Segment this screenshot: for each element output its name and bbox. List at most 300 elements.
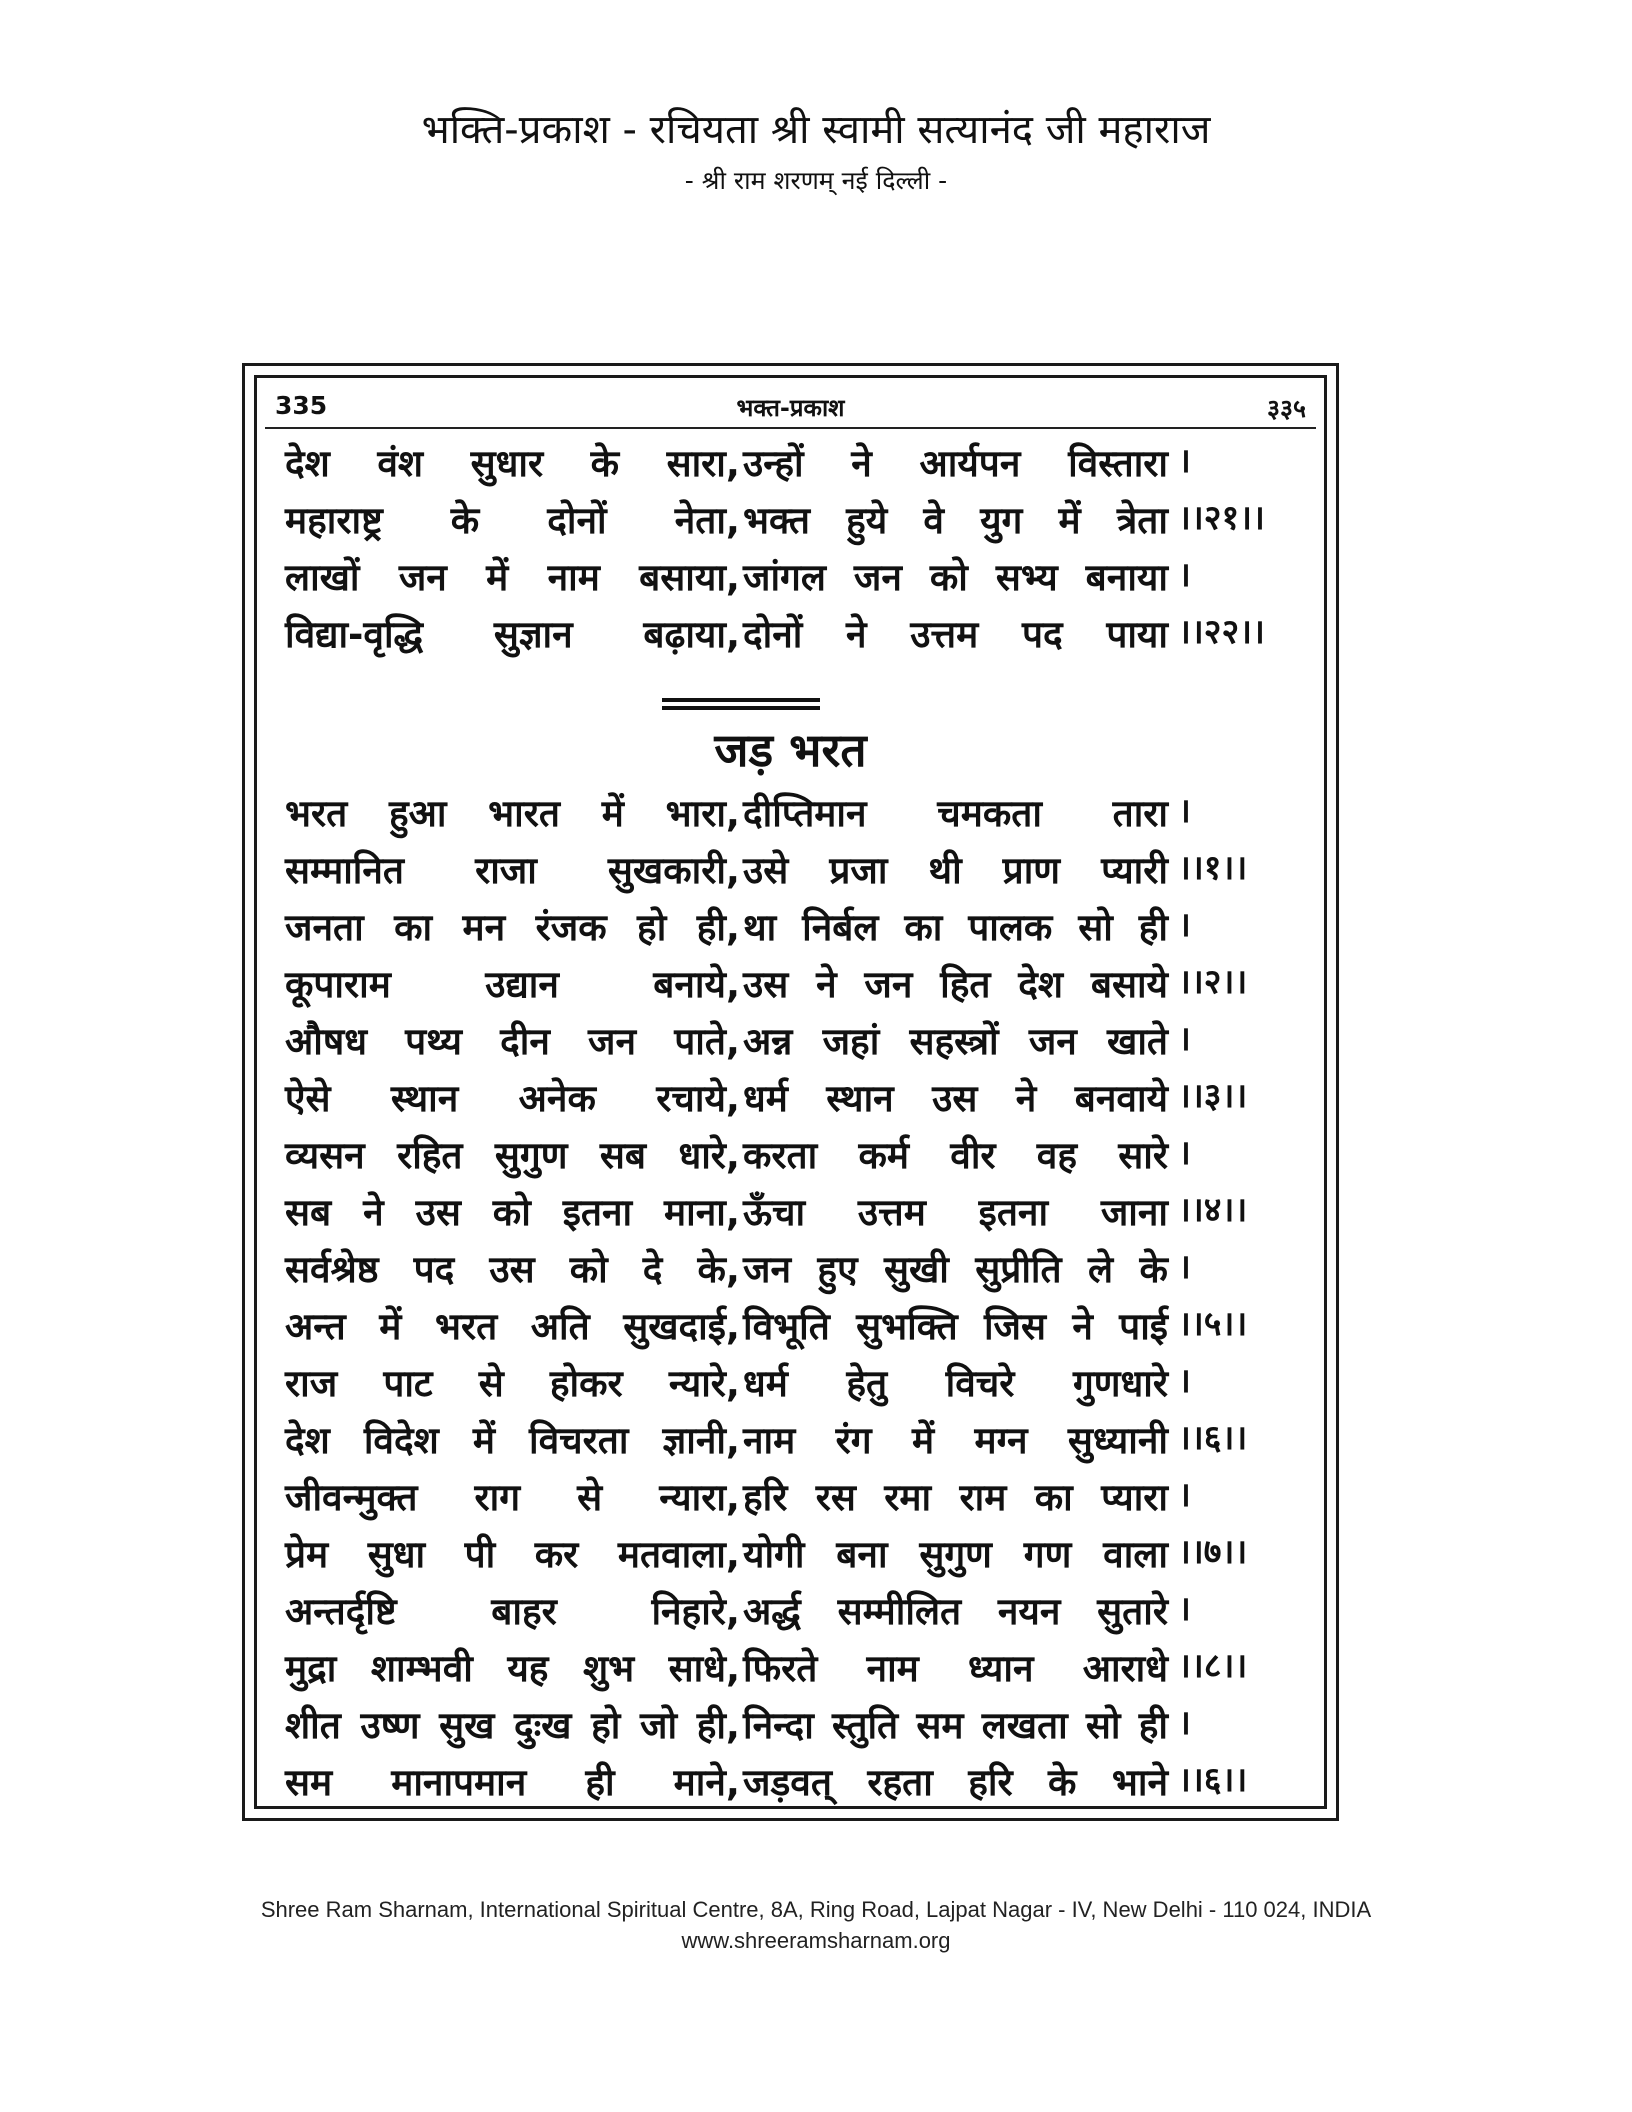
verse-word: गुणधारे xyxy=(1072,1362,1168,1405)
verse-word: का xyxy=(1034,1476,1073,1519)
verse-first-half xyxy=(285,1128,740,1179)
verse-word: सुख xyxy=(439,1704,495,1747)
verse-word: में xyxy=(1058,499,1081,542)
verse-word: सो xyxy=(1078,906,1113,949)
section-divider xyxy=(662,698,820,702)
verse-first-half xyxy=(285,550,740,601)
verse-word: शुभ xyxy=(582,1647,635,1690)
verse-word: ध्यान xyxy=(968,1647,1034,1690)
verse-word: कर्म xyxy=(858,1134,910,1177)
verse-first-half xyxy=(285,843,740,894)
verse-word: दोनों xyxy=(743,613,803,656)
verse-word: अनेक xyxy=(518,1077,596,1120)
verse-word: वंश xyxy=(377,442,424,485)
verse-line xyxy=(245,900,1336,956)
running-title: भक्त-प्रकाश xyxy=(736,394,845,422)
verse-line xyxy=(245,1470,1336,1526)
verse-second-half xyxy=(743,1185,1168,1236)
verse-word: तारा xyxy=(1112,792,1168,835)
verse-number: ।।५।। xyxy=(1178,1304,1248,1344)
verse-word: जिस xyxy=(983,1305,1047,1348)
verse-word: उत्तम xyxy=(857,1191,926,1234)
verse-word: पाट xyxy=(383,1362,433,1405)
verse-first-half xyxy=(285,1698,740,1749)
verse-word: रमा xyxy=(884,1476,932,1519)
verse-word: औषध xyxy=(285,1020,367,1063)
verse-word: पाया xyxy=(1106,613,1168,656)
verse-word: जाना xyxy=(1100,1191,1168,1234)
verse-number: ।।३।। xyxy=(1178,1076,1248,1116)
verse-word: ही xyxy=(1138,1704,1168,1747)
verse-word: माने, xyxy=(673,1761,740,1804)
verse-number: । xyxy=(1178,905,1191,945)
verse-word: रंग xyxy=(835,1419,872,1462)
document-title: भक्ति-प्रकाश - रचियता श्री स्वामी सत्यानंद जी महाराज xyxy=(421,107,1211,153)
verse-first-half xyxy=(285,1299,740,1350)
verse-first-half xyxy=(285,1185,740,1236)
verse-second-half xyxy=(743,493,1168,544)
verse-line xyxy=(245,1299,1336,1355)
verse-word: नाम xyxy=(743,1419,796,1462)
verse-line xyxy=(245,1413,1336,1469)
verse-word: सम xyxy=(916,1704,964,1747)
verse-word: ही, xyxy=(696,1704,740,1747)
verse-first-half xyxy=(285,493,740,544)
verse-word: त्रेता xyxy=(1116,499,1168,542)
verse-word: को xyxy=(492,1191,531,1234)
verse-number: । xyxy=(1178,555,1191,595)
verse-word: अन्तर्दृष्टि xyxy=(285,1590,397,1633)
verse-word: भारत xyxy=(488,792,560,835)
verse-word: लखता xyxy=(981,1704,1068,1747)
verse-word: देश xyxy=(1018,963,1064,1006)
verse-word: भरत xyxy=(434,1305,498,1348)
verse-word: होकर xyxy=(549,1362,623,1405)
verse-word: इतना xyxy=(562,1191,633,1234)
verse-word: उष्ण xyxy=(360,1704,420,1747)
verse-word: सुधा xyxy=(367,1533,426,1576)
verse-word: ने xyxy=(851,442,872,485)
verse-line xyxy=(245,1185,1336,1241)
verse-first-half xyxy=(285,607,740,658)
verse-word: ने xyxy=(846,613,867,656)
verse-word: लाखों xyxy=(285,556,360,599)
verse-first-half xyxy=(285,786,740,837)
verse-word: धर्म xyxy=(743,1077,788,1120)
verse-word: उद्यान xyxy=(485,963,559,1006)
verse-line xyxy=(245,843,1336,899)
verse-second-half xyxy=(743,1242,1168,1293)
verse-word: शीत xyxy=(285,1704,341,1747)
verse-word: जहां xyxy=(822,1020,880,1063)
verse-word: जन xyxy=(743,1248,791,1291)
verse-word: ज्ञानी, xyxy=(662,1419,740,1462)
verse-line xyxy=(245,436,1336,492)
verse-word: जांगल xyxy=(743,556,826,599)
verse-word: के xyxy=(590,442,620,485)
verse-word: के xyxy=(1139,1248,1168,1291)
verse-line xyxy=(245,1014,1336,1070)
verse-word: मतवाला, xyxy=(617,1533,740,1576)
verse-word: प्यारी xyxy=(1101,849,1168,892)
verse-first-half xyxy=(285,1413,740,1464)
verse-word: सम्मानित xyxy=(285,849,404,892)
verse-word: बना xyxy=(836,1533,888,1576)
verse-word: ही, xyxy=(696,906,740,949)
verse-line xyxy=(245,1356,1336,1412)
page-number-latin: 335 xyxy=(275,391,328,420)
verse-word: ही xyxy=(1138,906,1168,949)
verse-word: दीप्तिमान xyxy=(743,792,867,835)
verse-word: वीर xyxy=(950,1134,996,1177)
verse-word: विचरता xyxy=(529,1419,629,1462)
verse-number: । xyxy=(1178,441,1191,481)
verse-word: ने xyxy=(1015,1077,1037,1120)
verse-second-half xyxy=(743,1128,1168,1179)
verse-word: आर्यपन xyxy=(919,442,1021,485)
verse-line xyxy=(245,1584,1336,1640)
verse-word: हुये xyxy=(846,499,888,542)
verse-word: विचरे xyxy=(945,1362,1015,1405)
verse-number: । xyxy=(1178,1703,1191,1743)
verse-word: धारे, xyxy=(678,1134,740,1177)
verse-word: के xyxy=(450,499,480,542)
verse-word: हो xyxy=(637,906,667,949)
verse-word: विद्या-वृद्धि xyxy=(285,613,424,656)
verse-word: सम्मीलित xyxy=(837,1590,962,1633)
verse-word: भरत xyxy=(285,792,348,835)
verse-word: कूपाराम xyxy=(285,963,391,1006)
verse-word: वे xyxy=(923,499,944,542)
verse-word: नेता, xyxy=(674,499,740,542)
verse-first-half xyxy=(285,1014,740,1065)
verse-word: सारा, xyxy=(666,442,740,485)
verse-word: से xyxy=(478,1362,504,1405)
verse-number: ।।६।। xyxy=(1178,1760,1248,1800)
verse-number: । xyxy=(1178,1589,1191,1629)
verse-word: जन xyxy=(398,556,447,599)
verse-word: उस xyxy=(743,963,789,1006)
verse-word: उस xyxy=(932,1077,978,1120)
verse-word: हरि xyxy=(968,1761,1013,1804)
verse-first-half xyxy=(285,900,740,951)
verse-word: सुज्ञान xyxy=(493,613,573,656)
verse-word: विदेश xyxy=(363,1419,439,1462)
verse-second-half xyxy=(743,1413,1168,1464)
verse-word: का xyxy=(904,906,943,949)
verse-word: धर्म xyxy=(743,1362,788,1405)
footer-website: www.shreeramsharnam.org xyxy=(681,1928,951,1953)
verse-word: हित xyxy=(940,963,991,1006)
verse-line xyxy=(245,786,1336,842)
verse-word: पाई xyxy=(1119,1305,1168,1348)
verse-word: पी xyxy=(464,1533,496,1576)
verse-word: सब xyxy=(599,1134,647,1177)
verse-number: ।।२१।। xyxy=(1178,498,1265,538)
verse-word: सहस्त्रों xyxy=(909,1020,999,1063)
verse-word: विभूति xyxy=(743,1305,830,1348)
verse-word: जो xyxy=(639,1704,678,1747)
verse-second-half xyxy=(743,1755,1168,1806)
verse-word: जन xyxy=(1028,1020,1077,1063)
verse-word: था xyxy=(743,906,777,949)
verse-second-half xyxy=(743,550,1168,601)
verse-word: सुखकारी, xyxy=(607,849,740,892)
verse-word: न्यारा, xyxy=(659,1476,740,1519)
verse-line xyxy=(245,1527,1336,1583)
verse-word: बसाये xyxy=(1090,963,1168,1006)
verse-word: रस xyxy=(815,1476,856,1519)
verse-word: सुतारे xyxy=(1097,1590,1168,1633)
page-number-devanagari: ३३५ xyxy=(1266,394,1306,423)
verse-word: मग्न xyxy=(974,1419,1028,1462)
verse-word: निर्बल xyxy=(802,906,879,949)
verse-word: का xyxy=(394,906,433,949)
verse-number: ।।२२।। xyxy=(1178,612,1265,652)
verse-word: भक्त xyxy=(743,499,810,542)
verse-word: रंजक xyxy=(535,906,607,949)
verse-second-half xyxy=(743,1698,1168,1749)
verse-word: सम xyxy=(285,1761,333,1804)
verse-word: रचाये, xyxy=(656,1077,740,1120)
verse-word: सुधार xyxy=(470,442,544,485)
verse-number: । xyxy=(1178,1475,1191,1515)
verse-word: यह xyxy=(507,1647,549,1690)
verse-word: जनता xyxy=(285,906,364,949)
verse-word: जन xyxy=(864,963,913,1006)
verse-number: । xyxy=(1178,1247,1191,1287)
verse-word: जीवन्मुक्त xyxy=(285,1476,418,1519)
verse-word: ने xyxy=(1072,1305,1093,1348)
verse-word: हरि xyxy=(743,1476,788,1519)
verse-word: जन xyxy=(853,556,902,599)
verse-word: भारा, xyxy=(665,792,740,835)
verse-word: राजा xyxy=(475,849,537,892)
verse-word: व्यसन xyxy=(285,1134,365,1177)
verse-first-half xyxy=(285,1242,740,1293)
verse-word: देश xyxy=(285,1419,330,1462)
verse-second-half xyxy=(743,957,1168,1008)
verse-word: राम xyxy=(959,1476,1007,1519)
verse-word: अन्न xyxy=(743,1020,793,1063)
verse-word: सारे xyxy=(1118,1134,1168,1177)
verse-word: शाम्भवी xyxy=(370,1647,473,1690)
verse-word: उस xyxy=(489,1248,535,1291)
verse-word: निन्दा xyxy=(743,1704,814,1747)
verse-word: जड़वत् xyxy=(743,1761,832,1804)
verse-word: मन xyxy=(462,906,506,949)
verse-line xyxy=(245,1755,1336,1811)
verse-word: राग xyxy=(474,1476,521,1519)
verse-first-half xyxy=(285,1641,740,1692)
verse-word: ऐसे xyxy=(285,1077,331,1120)
verse-second-half xyxy=(743,1470,1168,1521)
verse-word: सभ्य xyxy=(995,556,1058,599)
verse-word: बढ़ाया, xyxy=(643,613,740,656)
verse-word: ही xyxy=(585,1761,615,1804)
verse-first-half xyxy=(285,436,740,487)
verse-word: आराधे xyxy=(1082,1647,1168,1690)
verse-word: बनाया xyxy=(1085,556,1168,599)
verse-first-half xyxy=(285,1470,740,1521)
verse-second-half xyxy=(743,1527,1168,1578)
section-heading: जड़ भरत xyxy=(714,723,867,777)
verse-second-half xyxy=(743,1356,1168,1407)
verse-word: युग xyxy=(980,499,1023,542)
verse-word: उसे xyxy=(743,849,789,892)
verse-line xyxy=(245,607,1336,663)
verse-second-half xyxy=(743,1071,1168,1122)
verse-second-half xyxy=(743,1641,1168,1692)
verse-word: दोनों xyxy=(547,499,607,542)
verse-word: सुभक्ति xyxy=(856,1305,958,1348)
verse-word: प्यारा xyxy=(1101,1476,1168,1519)
verse-second-half xyxy=(743,1584,1168,1635)
verse-first-half xyxy=(285,1071,740,1122)
verse-word: सब xyxy=(285,1191,332,1234)
verse-word: भाने xyxy=(1111,1761,1168,1804)
verse-first-half xyxy=(285,1584,740,1635)
verse-word: सुगुण xyxy=(494,1134,568,1177)
verse-word: माना, xyxy=(664,1191,740,1234)
verse-word: विस्तारा xyxy=(1068,442,1168,485)
verse-word: उन्हों xyxy=(743,442,804,485)
verse-word: सुखी xyxy=(883,1248,949,1291)
verse-word: निहारे, xyxy=(651,1590,740,1633)
verse-word: पथ्य xyxy=(405,1020,462,1063)
verse-word: को xyxy=(929,556,968,599)
verse-line xyxy=(245,1698,1336,1754)
verse-number: ।।१।। xyxy=(1178,848,1248,888)
verse-line xyxy=(245,493,1336,549)
verse-word: दे xyxy=(642,1248,663,1291)
verse-word: बाहर xyxy=(491,1590,557,1633)
verse-number: ।।६।। xyxy=(1178,1418,1248,1458)
verse-word: ले xyxy=(1088,1248,1114,1291)
verse-first-half xyxy=(285,1356,740,1407)
verse-first-half xyxy=(285,957,740,1008)
verse-second-half xyxy=(743,786,1168,837)
verse-word: स्तुति xyxy=(831,1704,899,1747)
verse-word: सुध्यानी xyxy=(1067,1419,1168,1462)
verse-word: थी xyxy=(928,849,962,892)
verse-number: । xyxy=(1178,1361,1191,1401)
verse-word: में xyxy=(601,792,624,835)
verse-second-half xyxy=(743,843,1168,894)
verse-word: नयन xyxy=(997,1590,1061,1633)
verse-word: देश xyxy=(285,442,330,485)
verse-word: गण xyxy=(1023,1533,1072,1576)
verse-word: रहता xyxy=(867,1761,933,1804)
verse-word: अन्त xyxy=(285,1305,346,1348)
verse-word: सो xyxy=(1085,1704,1121,1747)
verse-line xyxy=(245,1242,1336,1298)
verse-word: साधे, xyxy=(668,1647,740,1690)
verse-word: महाराष्ट्र xyxy=(285,499,383,542)
verse-word: फिरते xyxy=(743,1647,818,1690)
verse-word: प्रेम xyxy=(285,1533,329,1576)
verse-word: सर्वश्रेष्ठ xyxy=(285,1248,379,1291)
verse-word: अर्द्ध xyxy=(743,1590,801,1633)
verse-word: पद xyxy=(1021,613,1063,656)
verse-line xyxy=(245,550,1336,606)
verse-word: योगी xyxy=(743,1533,805,1576)
verse-word: में xyxy=(379,1305,402,1348)
verse-word: में xyxy=(486,556,509,599)
verse-word: ऊँचा xyxy=(743,1191,806,1234)
verse-second-half xyxy=(743,1299,1168,1350)
verse-word: हुआ xyxy=(388,792,447,835)
verse-word: उस xyxy=(415,1191,461,1234)
verse-word: के xyxy=(1048,1761,1077,1804)
verse-second-half xyxy=(743,1014,1168,1065)
verse-word: राज xyxy=(285,1362,338,1405)
verse-number: ।।७।। xyxy=(1178,1532,1248,1572)
verse-word: सुप्रीति xyxy=(975,1248,1062,1291)
document-subtitle: - श्री राम शरणम् नई दिल्ली - xyxy=(684,166,948,195)
verse-word: रहित xyxy=(397,1134,463,1177)
verse-word: हो xyxy=(591,1704,621,1747)
verse-number: । xyxy=(1178,791,1191,831)
verse-number: । xyxy=(1178,1133,1191,1173)
verse-word: हुए xyxy=(817,1248,858,1291)
verse-word: के, xyxy=(697,1248,740,1291)
verse-word: दीन xyxy=(500,1020,550,1063)
verse-word: स्थान xyxy=(826,1077,894,1120)
verse-number: । xyxy=(1178,1019,1191,1059)
verse-word: में xyxy=(472,1419,495,1462)
verse-word: ने xyxy=(363,1191,384,1234)
footer-address: Shree Ram Sharnam, International Spiritual Centre, 8A, Ring Road, Lajpat Nagar - IV, New Delhi - 110 024, INDIA xyxy=(260,1897,1372,1922)
verse-word: खाते xyxy=(1107,1020,1168,1063)
verse-word: पाते, xyxy=(674,1020,740,1063)
verse-word: ने xyxy=(816,963,837,1006)
verse-word: इतना xyxy=(978,1191,1049,1234)
verse-first-half xyxy=(285,1527,740,1578)
verse-word: जन xyxy=(588,1020,637,1063)
verse-second-half xyxy=(743,607,1168,658)
verse-word: दुःख xyxy=(514,1704,572,1747)
verse-word: नाम xyxy=(866,1647,919,1690)
verse-word: बनवाये xyxy=(1074,1077,1168,1120)
verse-word: कर xyxy=(534,1533,579,1576)
verse-word: प्रजा xyxy=(829,849,888,892)
verse-second-half xyxy=(743,900,1168,951)
running-head xyxy=(265,385,1316,429)
verse-word: बसाया, xyxy=(639,556,740,599)
verse-word: पद xyxy=(413,1248,455,1291)
verse-word: में xyxy=(911,1419,935,1462)
page-frame xyxy=(242,363,1339,1821)
verse-number: ।।२।। xyxy=(1178,962,1248,1002)
verse-word: करता xyxy=(743,1134,818,1177)
verse-line xyxy=(245,957,1336,1013)
verse-word: स्थान xyxy=(390,1077,459,1120)
verse-line xyxy=(245,1128,1336,1184)
verse-word: हेतु xyxy=(846,1362,888,1405)
verse-word: मानापमान xyxy=(391,1761,527,1804)
verse-word: वह xyxy=(1036,1134,1078,1177)
section-divider xyxy=(662,706,820,710)
verse-word: प्राण xyxy=(1002,849,1061,892)
verse-word: पालक xyxy=(968,906,1053,949)
verse-word: उत्तम xyxy=(910,613,979,656)
verse-second-half xyxy=(743,436,1168,487)
verse-first-half xyxy=(285,1755,740,1806)
verse-word: सुखदाई, xyxy=(623,1305,740,1348)
verse-word: न्यारे, xyxy=(668,1362,740,1405)
verse-word: वाला xyxy=(1103,1533,1168,1576)
